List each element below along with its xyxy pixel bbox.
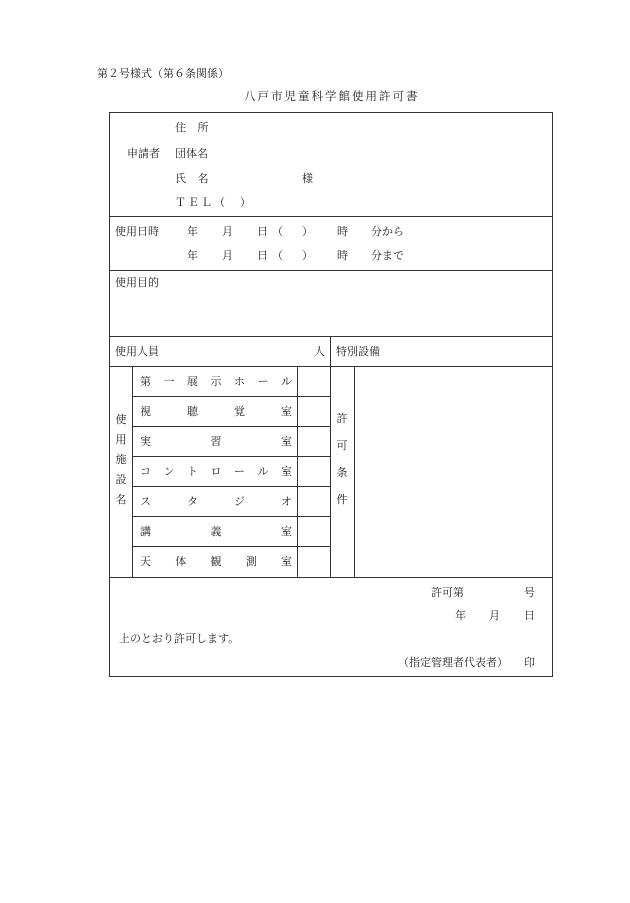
- table-bottom-border: [109, 676, 553, 677]
- table-right-border: [552, 112, 553, 677]
- facility-char: 示: [210, 375, 222, 388]
- usage-datetime-label: 使用日時: [115, 225, 159, 238]
- tel-label: ＴＥＬ（ ）: [175, 196, 253, 209]
- group-name-label: 団体名: [175, 147, 208, 160]
- facility-row-divider: [132, 396, 330, 397]
- facility-label-char: 施: [115, 453, 127, 466]
- end-year-unit: 年: [187, 249, 198, 262]
- special-equipment-label: 特別設備: [336, 345, 380, 358]
- facility-char: タ: [187, 495, 198, 508]
- facility-char: 展: [187, 375, 198, 388]
- facility-char: 習: [210, 435, 222, 448]
- facility-char: ー: [257, 375, 269, 388]
- facility-char: 室: [281, 525, 292, 538]
- facility-names-label: [112, 414, 130, 505]
- name-label: 氏 名: [175, 172, 209, 185]
- facility-char: 天: [140, 555, 151, 568]
- facility-char: オ: [281, 495, 292, 508]
- conditions-label-char: 可: [336, 439, 348, 452]
- start-month-unit: 月: [222, 225, 233, 238]
- facility-char: 室: [281, 405, 292, 418]
- row-divider: [109, 216, 553, 217]
- facility-char: ー: [234, 465, 245, 478]
- facility-char: 体: [175, 555, 187, 568]
- facility-char: ロ: [210, 465, 222, 478]
- permit-month-unit: 月: [489, 609, 500, 622]
- facility-label-char: 使: [115, 413, 127, 426]
- facility-label-char: 設: [115, 473, 127, 486]
- table-top-border: [109, 112, 553, 113]
- facility-char: ン: [163, 465, 175, 478]
- row-divider: [109, 577, 553, 578]
- facility-item: [140, 556, 292, 567]
- facility-row-divider: [132, 426, 330, 427]
- start-day-unit: 日（ ）: [257, 225, 317, 238]
- facility-char: 室: [281, 435, 292, 448]
- facility-char: ス: [140, 495, 151, 508]
- facility-item: [140, 496, 292, 507]
- facility-char: コ: [140, 465, 151, 478]
- facility-char: 義: [210, 525, 222, 538]
- column-divider: [330, 336, 331, 577]
- honorific: 様: [302, 172, 313, 185]
- facility-row-divider: [132, 546, 330, 547]
- applicant-label: 申請者: [127, 147, 160, 160]
- address-label: 住 所: [175, 121, 209, 134]
- facility-row-divider: [132, 456, 330, 457]
- facility-char: ル: [257, 465, 269, 478]
- start-minute-suffix: 分から: [371, 225, 404, 238]
- facility-char: 視: [140, 405, 151, 418]
- official-seal-mark: 印: [524, 656, 535, 669]
- facility-item: [140, 406, 292, 417]
- facility-char: 第: [140, 375, 151, 388]
- facility-row-divider: [132, 516, 330, 517]
- facility-char: ト: [187, 465, 198, 478]
- facility-item: [140, 526, 292, 537]
- facility-label-char: 名: [115, 493, 127, 506]
- facility-char: ジ: [234, 495, 245, 508]
- facility-char: 実: [140, 435, 151, 448]
- row-divider: [109, 366, 553, 367]
- start-hour-unit: 時: [337, 225, 348, 238]
- permit-year-unit: 年: [455, 609, 466, 622]
- facility-char: 室: [281, 465, 292, 478]
- permit-conditions-label: [333, 413, 351, 505]
- facility-char: 観: [210, 555, 222, 568]
- row-divider: [109, 336, 553, 337]
- conditions-label-char: 許: [336, 412, 348, 425]
- facility-char: 測: [245, 555, 257, 568]
- document-title: 八戸市児童科学館使用許可書: [244, 89, 420, 103]
- signer-label: （指定管理者代表者）: [398, 656, 508, 669]
- facility-char: 覚: [234, 405, 245, 418]
- table-left-border: [109, 112, 110, 677]
- form-label: 第２号様式（第６条関係）: [97, 67, 229, 80]
- conditions-label-char: 件: [336, 493, 348, 506]
- facility-char: 室: [281, 555, 292, 568]
- facility-char: 一: [163, 375, 175, 388]
- permit-number-suffix: 号: [524, 586, 535, 599]
- usage-purpose-label: 使用目的: [115, 276, 159, 289]
- end-hour-unit: 時: [337, 249, 348, 262]
- facility-char: 聴: [187, 405, 198, 418]
- facility-item: [140, 466, 292, 477]
- facility-row-divider: [132, 486, 330, 487]
- end-day-unit: 日（ ）: [257, 249, 317, 262]
- facility-label-char: 用: [115, 433, 127, 446]
- row-divider: [109, 270, 553, 271]
- people-unit: 人: [314, 345, 325, 358]
- people-count-label: 使用人員: [115, 345, 159, 358]
- facility-char: ホ: [234, 375, 245, 388]
- end-minute-suffix: 分まで: [371, 249, 404, 262]
- facility-char: 講: [140, 525, 151, 538]
- conditions-label-divider: [354, 366, 355, 577]
- start-year-unit: 年: [187, 225, 198, 238]
- end-month-unit: 月: [222, 249, 233, 262]
- permit-statement: 上のとおり許可します。: [119, 632, 240, 645]
- facility-item: [140, 376, 292, 387]
- permit-day-unit: 日: [524, 609, 535, 622]
- facility-char: ル: [281, 375, 292, 388]
- permit-number-label: 許可第: [431, 586, 464, 599]
- facility-item: [140, 436, 292, 447]
- conditions-label-char: 条: [336, 466, 348, 479]
